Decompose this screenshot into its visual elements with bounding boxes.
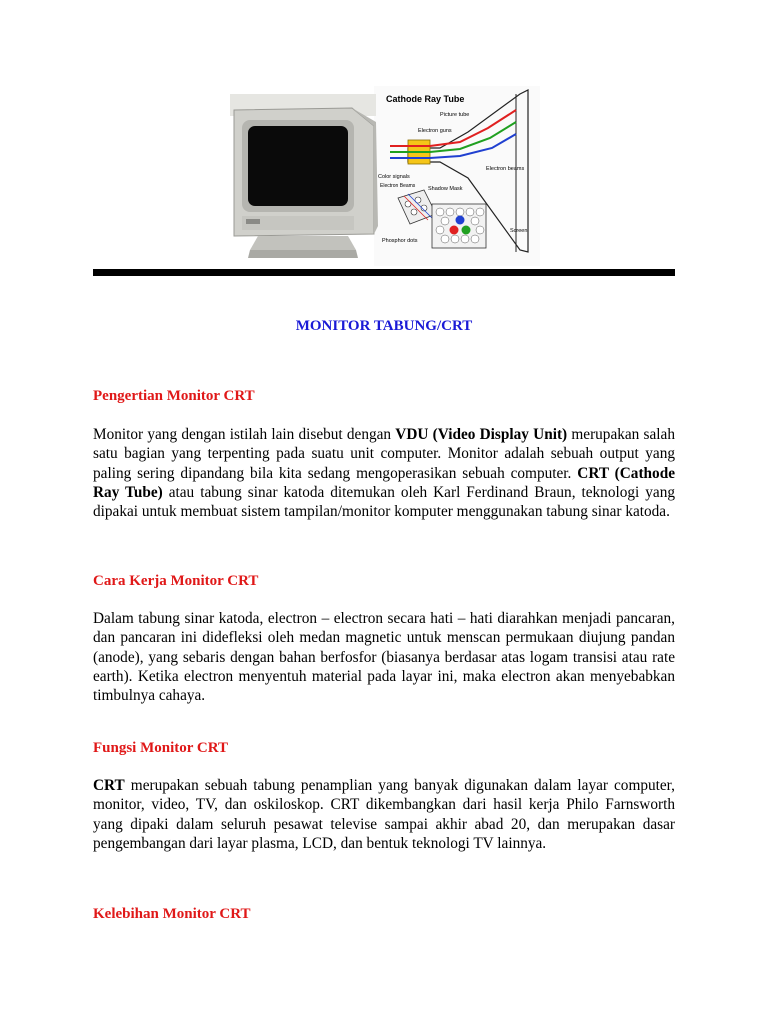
page-title: MONITOR TABUNG/CRT <box>295 318 473 334</box>
paragraph-text: Monitor yang dengan istilah lain disebut dengan <box>93 426 396 443</box>
label-electron-guns: Electron guns <box>418 128 452 134</box>
label-picture-tube: Picture tube <box>440 112 470 118</box>
label-electron-beams: Electron beams <box>486 166 525 172</box>
label-screen: Screen <box>510 228 528 234</box>
heading-kelebihan: Kelebihan Monitor CRT <box>93 906 251 922</box>
crt-monitor-photo <box>230 94 378 258</box>
paragraph-bold-term: CRT <box>93 777 125 794</box>
paragraph-text: merupakan sebuah tabung penamplian yang banyak digunakan dalam layar computer, monitor, video, TV, dan oskiloskop. CRT dikembangkan dari hasil kerja Philo Farnsworth yang dipaki dalam seluruh pesawat televise sampai akhir abad 20, dan merupakan dasar pengembangan dari layar plasma, LCD, dan bentuk teknologi TV lainnya. <box>93 777 675 852</box>
heading-cara-kerja: Cara Kerja Monitor CRT <box>93 573 259 589</box>
phosphor-dot-red <box>450 226 459 235</box>
label-color-signals: Color signals <box>378 174 410 180</box>
horizontal-rule <box>93 269 675 276</box>
phosphor-dot-blue <box>456 216 465 225</box>
crt-diagram <box>228 86 540 266</box>
paragraph-text: atau tabung sinar katoda ditemukan oleh Karl Ferdinand Braun, teknologi yang dipakai untuk membuat sistem tampilan/monitor komputer menggunakan tabung sinar katoda. <box>93 483 675 521</box>
diagram-title: Cathode Ray Tube <box>386 94 465 104</box>
paragraph-fungsi <box>93 776 675 853</box>
label-shadow-mask: Shadow Mask <box>428 186 463 192</box>
crt-figure <box>228 86 540 266</box>
paragraph-text: merupakan salah satu bagian yang terpenting pada suatu unit computer. Monitor adalah sebuah output yang paling sering dipandang bila kita sedang mengoperasikan sebuah computer. <box>93 426 675 482</box>
label-electron-beams-small: Electron Beams <box>380 183 416 189</box>
heading-fungsi: Fungsi Monitor CRT <box>93 740 229 756</box>
label-phosphor-dots: Phosphor dots <box>382 238 418 244</box>
paragraph-bold-term: VDU (Video Display Unit) <box>395 426 568 443</box>
paragraph-bold-term: CRT (Cathode Ray Tube) <box>93 464 675 501</box>
paragraph-cara-kerja: Dalam tabung sinar katoda, electron – electron secara hati – hati diarahkan menjadi pancaran, dan pancaran ini didefleksi oleh medan magnetic untuk menscan permukaan diujung pandan (anode), yang sebaris dengan bahan berfosfor (biasanya berdasar atas logam transisi atau rate earth). Ketika electron menyentuh material pada layar ini, maka electron akan menyebabkan timbulnya cahaya. <box>93 610 675 705</box>
heading-pengertian: Pengertian Monitor CRT <box>93 388 255 404</box>
monitor-screen <box>248 126 348 206</box>
paragraph-pengertian <box>93 425 675 521</box>
phosphor-dot-green <box>462 226 471 235</box>
